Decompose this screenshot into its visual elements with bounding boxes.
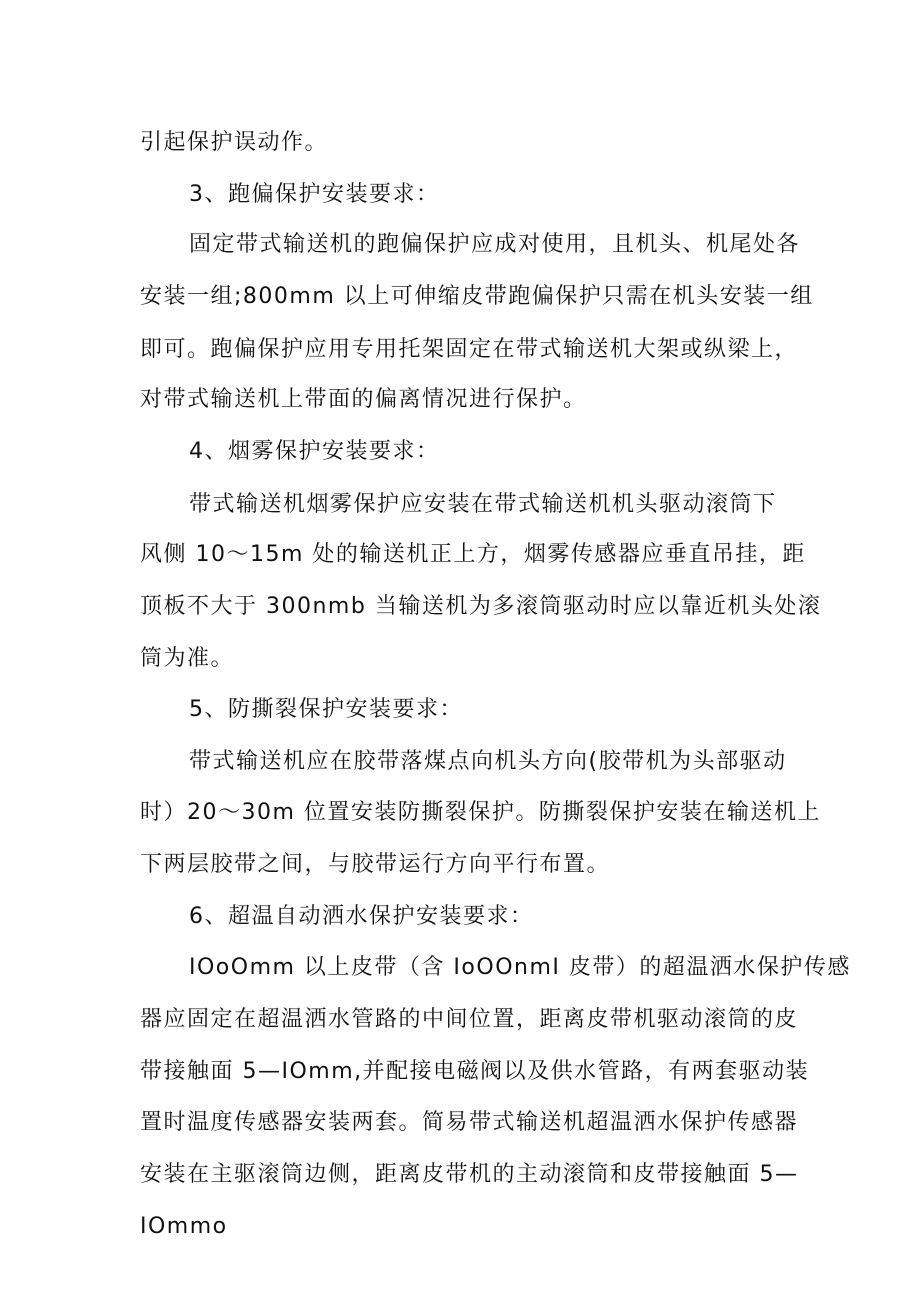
paragraph-line: 器应固定在超温洒水管路的中间位置，距离皮带机驱动滚筒的皮: [140, 1007, 799, 1032]
paragraph-line: 带式输送机应在胶带落煤点向机头方向(胶带机为头部驱动: [189, 749, 787, 774]
paragraph-line: 置时温度传感器安装两套。简易带式输送机超温洒水保护传感器: [140, 1110, 799, 1135]
paragraph-line: 下两层胶带之间，与胶带运行方向平行布置。: [140, 852, 611, 877]
paragraph-line: 带式输送机烟雾保护应安装在带式输送机机头驱动滚筒下: [189, 492, 777, 517]
section-heading-6: 6、超温自动洒水保护安装要求：: [189, 904, 534, 929]
section-heading-4: 4、烟雾保护安装要求：: [189, 439, 440, 464]
paragraph-line: IOoOmm 以上皮带（含 IoOOnmI 皮带）的超温洒水保护传感: [189, 955, 851, 980]
paragraph-line: 引起保护误动作。: [140, 130, 329, 155]
paragraph-line: IOmmo: [140, 1214, 228, 1239]
paragraph-line: 风侧 10～15m 处的输送机正上方，烟雾传感器应垂直吊挂，距: [140, 542, 806, 567]
section-heading-5: 5、防撕裂保护安装要求：: [189, 697, 463, 722]
paragraph-line: 时）20～30m 位置安装防撕裂保护。防撕裂保护安装在输送机上: [140, 800, 821, 825]
paragraph-line: 固定带式输送机的跑偏保护应成对使用，且机头、机尾处各: [189, 232, 801, 257]
paragraph-line: 带接触面 5—IOmm,并配接电磁阀以及供水管路，有两套驱动装: [140, 1059, 810, 1084]
paragraph-line: 筒为准。: [140, 646, 235, 671]
paragraph-line: 顶板不大于 300nmb 当输送机为多滚筒驱动时应以靠近机头处滚: [140, 594, 822, 619]
paragraph-line: 对带式输送机上带面的偏离情况进行保护。: [140, 387, 587, 412]
paragraph-line: 安装在主驱滚筒边侧，距离皮带机的主动滚筒和皮带接触面 5—: [140, 1162, 799, 1187]
paragraph-line: 即可。跑偏保护应用专用托架固定在带式输送机大架或纵梁上，: [140, 337, 799, 362]
paragraph-line: 安装一组;800mm 以上可伸缩皮带跑偏保护只需在机头安装一组: [140, 284, 814, 309]
section-heading-3: 3、跑偏保护安装要求：: [189, 182, 440, 207]
